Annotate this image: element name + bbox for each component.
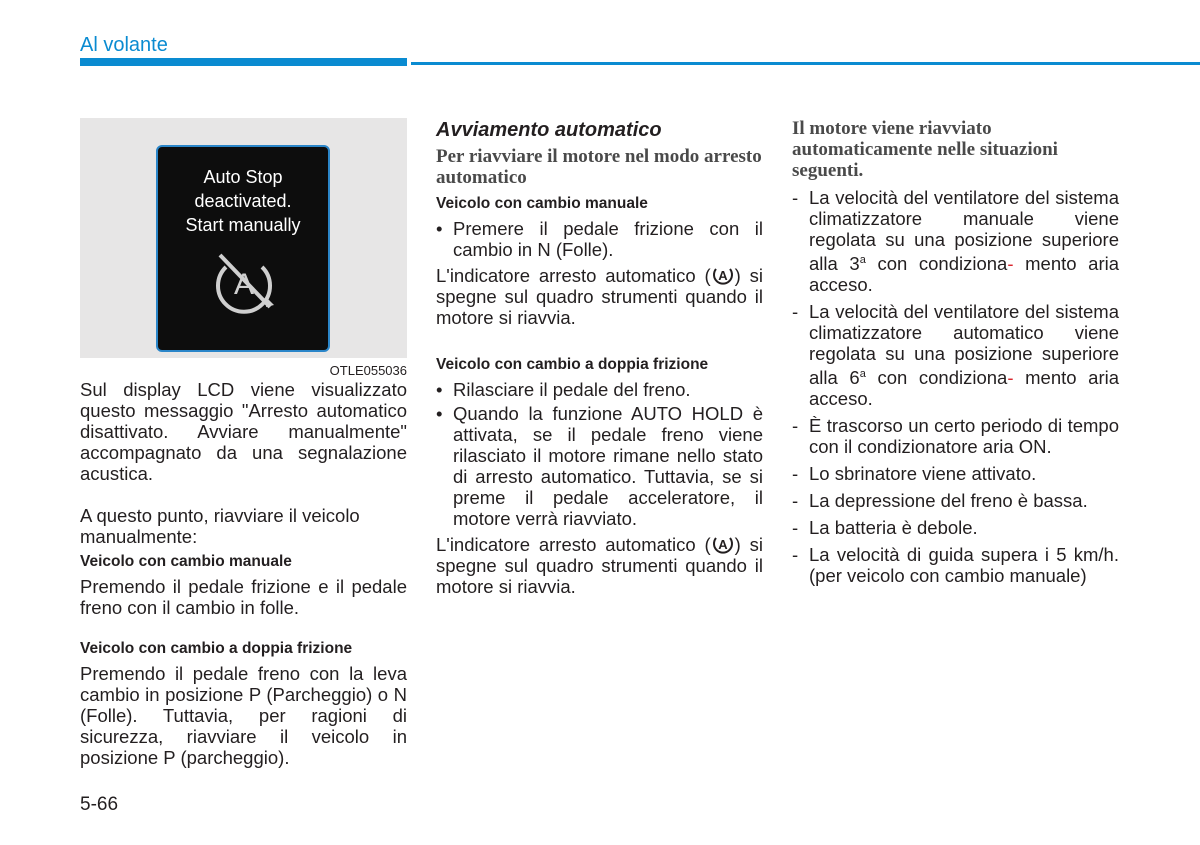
column-middle: [436, 118, 763, 597]
indicator-paragraph: L'indicatore arresto automatico ( A ) si spegne sul quadro strumenti quando il motore si riavvia.: [436, 534, 763, 597]
manual-paragraph: Premendo il pedale frizione e il pedale freno con il cambio in folle.: [80, 576, 407, 618]
list-item: • Rilasciare il pedale del freno.: [436, 379, 691, 400]
subheading-manual: Veicolo con cambio manuale: [436, 195, 648, 212]
subheading-dct: Veicolo con cambio a doppia frizione: [80, 640, 353, 657]
svg-text:A: A: [717, 268, 728, 283]
section-subheading: Per riavviare il motore nel modo arresto automatico: [436, 146, 762, 188]
lcd-line-1: Auto Stop: [203, 167, 283, 187]
list-item: • Quando la funzione AUTO HOLD è attivata, se il pedale freno viene rilasciato il motore rimane nello stato di arresto automatico. Tuttavia, se si preme il pedale acceleratore, il motore verrà riavviato.: [436, 403, 763, 529]
list-item: - La velocità del ventilatore del sistema climatizzatore automatico viene regolata su una posizione superiore alla 6$^a$ con condiziona- mento aria acceso.: [792, 301, 1120, 410]
svg-text:A: A: [717, 537, 728, 552]
page-number: 5-66: [80, 794, 119, 815]
list-item: - Lo sbrinatore viene attivato.: [792, 463, 1037, 485]
auto-stop-off-icon: [208, 247, 280, 319]
lcd-line-2: deactivated.: [194, 191, 292, 211]
subheading-manual: Veicolo con cambio manuale: [80, 553, 292, 570]
header-rule-thick: [80, 58, 407, 66]
svg-text:A: A: [233, 268, 255, 301]
column-left: [80, 118, 407, 768]
figure-lcd-message: [80, 118, 407, 358]
list-item: • Premere il pedale frizione con il cambio in N (Folle).: [436, 218, 763, 260]
list-item: - La velocità di guida supera i 5 km/h. (per veicolo con cambio manuale): [792, 544, 1119, 587]
lcd-screen: [156, 145, 330, 352]
lcd-text: [158, 165, 328, 237]
list-item: - È trascorso un certo periodo di tempo con il condizionatore aria ON.: [792, 415, 1119, 458]
dct-paragraph: Premendo il pedale freno con la leva cambio in posizione P (Parcheggio) o N (Folle). Tuttavia, per ragioni di sicurezza, riavviare il veicolo in posizione P (parcheggio).: [80, 663, 407, 768]
section-title: Al volante: [80, 34, 168, 56]
figure-code: OTLE055036: [329, 363, 407, 378]
section-heading: Avviamento automatico: [436, 119, 662, 141]
lcd-line-3: Start manually: [185, 215, 301, 235]
column-right: [792, 118, 1119, 592]
restart-paragraph: A questo punto, riavviare il veicolo manualmente:: [80, 505, 360, 547]
list-item: - La depressione del freno è bassa.: [792, 490, 1088, 512]
auto-stop-indicator-icon: [711, 533, 735, 555]
subheading-dct: Veicolo con cambio a doppia frizione: [436, 356, 709, 373]
header-rule-thin: [411, 62, 1200, 65]
intro-paragraph: Sul display LCD viene visualizzato questo messaggio "Arresto automatico disattivato. Avviare manualmente" accompagnato da una segnalazione acustica.: [80, 379, 407, 484]
list-item: - La velocità del ventilatore del sistema climatizzatore manuale viene regolata su una posizione superiore alla 3$^a$ con condiziona- mento aria acceso.: [792, 187, 1120, 296]
section-subheading: Il motore viene riavviato automaticamente nelle situazioni seguenti.: [792, 118, 1058, 181]
list-item: - La batteria è debole.: [792, 517, 978, 539]
auto-stop-indicator-icon: [711, 264, 735, 286]
indicator-paragraph: L'indicatore arresto automatico ( A ) si spegne sul quadro strumenti quando il motore si riavvia.: [436, 265, 763, 328]
